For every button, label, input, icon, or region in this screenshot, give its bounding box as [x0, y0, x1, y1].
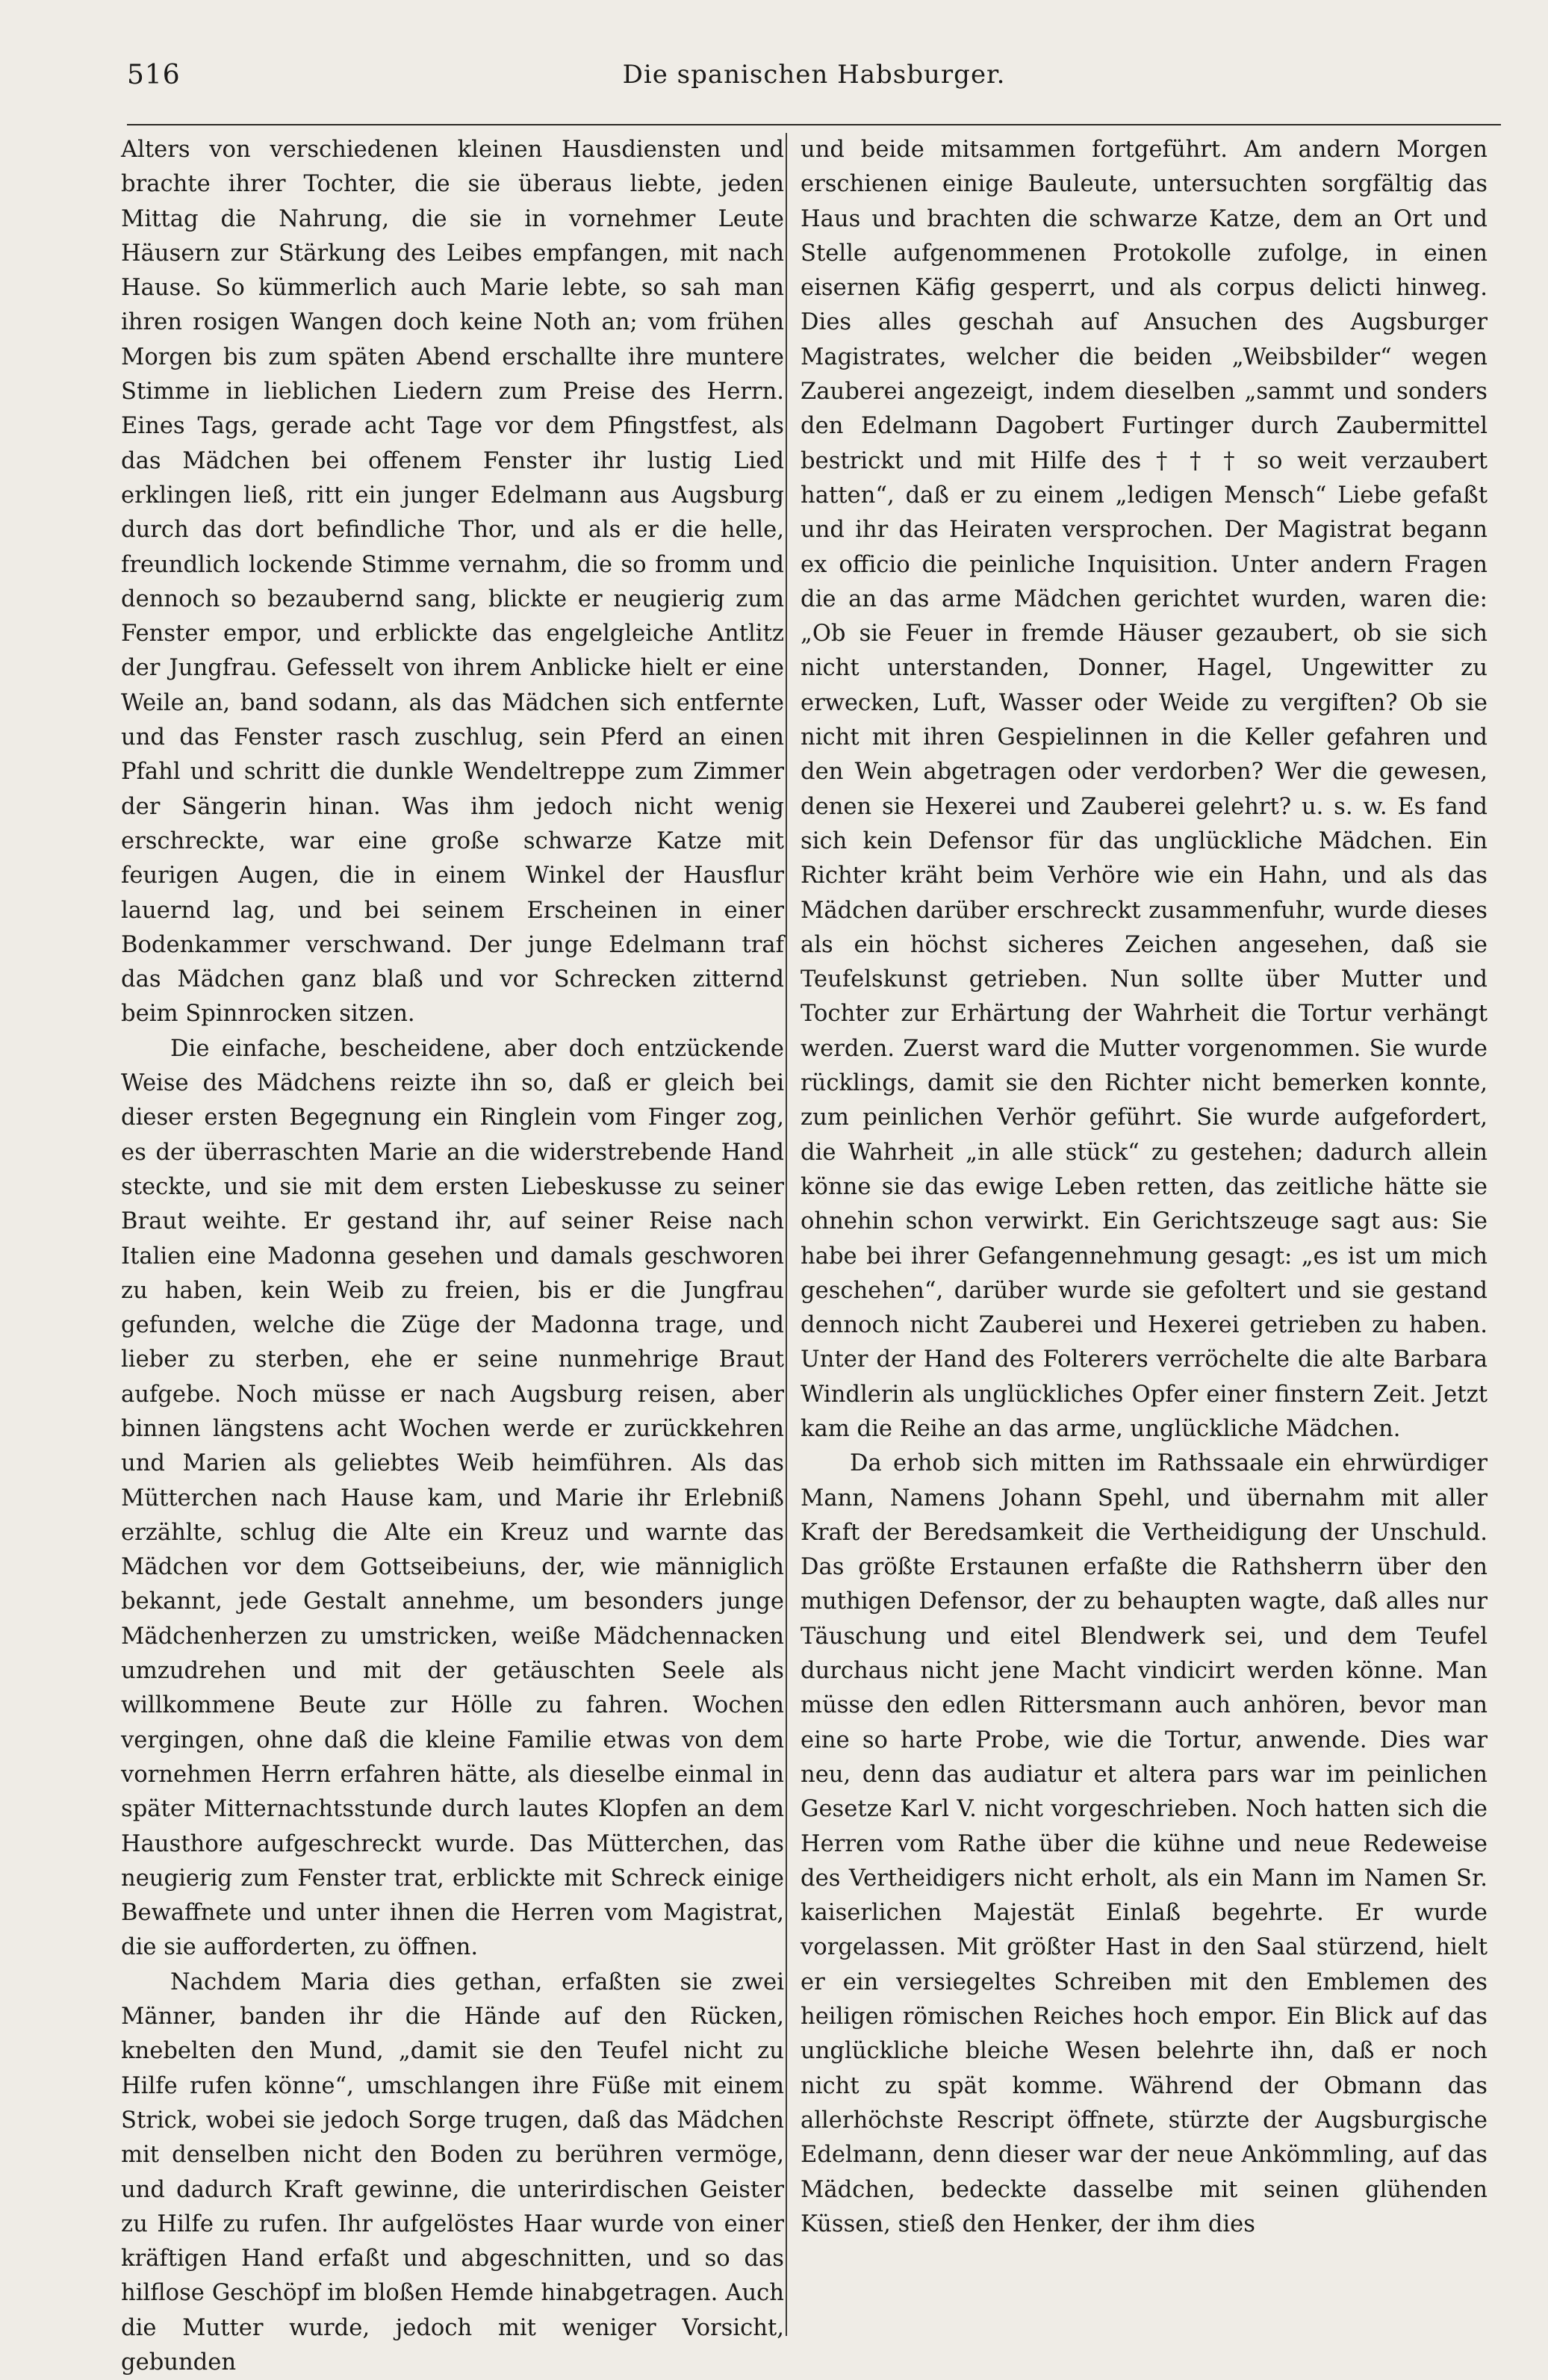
page-header	[127, 55, 1501, 100]
page-number: 516	[127, 60, 181, 90]
paragraph: Nachdem Maria dies gethan, erfaßten sie zwei Männer, banden ihr die Hände auf den Rücken, knebelten den Mund, „damit sie den Teufel nicht zu Hilfe rufen könne“, umschlangen ihre Füße mit einem Strick, wobei sie jedoch Sorge trugen, daß das Mädchen mit denselben nicht den Boden zu berühren vermöge, und dadurch Kraft gewinne, die unterirdischen Geister zu Hilfe zu rufen. Ihr aufgelöstes Haar wurde von einer kräftigen Hand erfaßt und abgeschnitten, und so das hilflose Geschöpf im bloßen Hemde hinabgetragen. Auch die Mutter wurde, jedoch mit weniger Vorsicht, gebunden	[121, 1969, 784, 2376]
right-column	[801, 133, 1488, 2299]
running-title: Die spanischen Habsburger.	[622, 60, 1006, 90]
column-divider	[786, 133, 787, 2336]
left-column	[121, 133, 784, 2376]
paragraph: Da erhob sich mitten im Rathssaale ein ehrwürdiger Mann, Namens Johann Spehl, und übernahm mit aller Kraft der Beredsamkeit die Vertheidigung der Unschuld. Das größte Erstaunen erfaßte die Rathsherrn über den muthigen Defensor, der zu behaupten wagte, daß alles nur Täuschung und eitel Blendwerk sei, und dem Teufel durchaus nicht jene Macht vindicirt werden könne. Man müsse den edlen Rittersmann auch anhören, bevor man eine so harte Probe, wie die Tortur, anwende. Dies war neu, denn das audiatur et altera pars war im peinlichen Gesetze Karl V. nicht vorgeschrieben. Noch hatten sich die Herren vom Rathe über die kühne und neue Redeweise des Vertheidigers nicht erholt, als ein Mann im Namen Sr. kaiserlichen Majestät Einlaß begehrte. Er wurde vorgelassen. Mit größter Hast in den Saal stürzend, hielt er ein versiegeltes Schreiben mit den Emblemen des heiligen römischen Reiches hoch empor. Ein Blick auf das unglückliche bleiche Wesen belehrte ihn, daß er noch nicht zu spät komme. Während der Obmann das allerhöchste Rescript öffnete, stürzte der Augsburgische Edelmann, denn dieser war der neue Ankömmling, auf das Mädchen, bedeckte dasselbe mit seinen glühenden Küssen, stieß den Henker, der ihm dies	[801, 1450, 1488, 2237]
header-rule	[127, 124, 1501, 125]
paragraph: Die einfache, bescheidene, aber doch entzückende Weise des Mädchens reizte ihn so, daß er gleich bei dieser ersten Begegnung ein Ringlein vom Finger zog, es der überraschten Marie an die widerstrebende Hand steckte, und sie mit dem ersten Liebeskusse zu seiner Braut weihte. Er gestand ihr, auf seiner Reise nach Italien eine Madonna gesehen und damals geschworen zu haben, kein Weib zu freien, bis er die Jungfrau gefunden, welche die Züge der Madonna trage, und lieber zu sterben, ehe er seine nunmehrige Braut aufgebe. Noch müsse er nach Augsburg reisen, aber binnen längstens acht Wochen werde er zurückkehren und Marien als geliebtes Weib heimführen. Als das Mütterchen nach Hause kam, und Marie ihr Erlebniß erzählte, schlug die Alte ein Kreuz und warnte das Mädchen vor dem Gottseibeiuns, der, wie männiglich bekannt, jede Gestalt annehme, um besonders junge Mädchenherzen zu umstricken, weiße Mädchennacken umzudrehen und mit der getäuschten Seele als willkommene Beute zur Hölle zu fahren. Wochen vergingen, ohne daß die kleine Familie etwas von dem vornehmen Herrn erfahren hätte, als dieselbe einmal in später Mitternachtsstunde durch lautes Klopfen an dem Hausthore aufgeschreckt wurde. Das Mütterchen, das neugierig zum Fenster trat, erblickte mit Schreck einige Bewaffnete und unter ihnen die Herren vom Magistrat, die sie aufforderten, zu öffnen.	[121, 1035, 784, 1961]
paragraph: Alters von verschiedenen kleinen Hausdiensten und brachte ihrer Tochter, die sie überaus liebte, jeden Mittag die Nahrung, die sie in vornehmer Leute Häusern zur Stärkung des Leibes empfangen, mit nach Hause. So kümmerlich auch Marie lebte, so sah man ihren rosigen Wangen doch keine Noth an; vom frühen Morgen bis zum späten Abend erschallte ihre muntere Stimme in lieblichen Liedern zum Preise des Herrn. Eines Tags, gerade acht Tage vor dem Pfingstfest, als das Mädchen bei offenem Fenster ihr lustig Lied erklingen ließ, ritt ein junger Edelmann aus Augsburg durch das dort befindliche Thor, und als er die helle, freundlich lockende Stimme vernahm, die so fromm und dennoch so bezaubernd sang, blickte er neugierig zum Fenster empor, und erblickte das engelgleiche Antlitz der Jungfrau. Gefesselt von ihrem Anblicke hielt er eine Weile an, band sodann, als das Mädchen sich entfernte und das Fenster rasch zuschlug, sein Pferd an einen Pfahl und schritt die dunkle Wendeltreppe zum Zimmer der Sängerin hinan. Was ihm jedoch nicht wenig erschreckte, war eine große schwarze Katze mit feurigen Augen, die in einem Winkel der Hausflur lauernd lag, und bei seinem Erscheinen in einer Bodenkammer verschwand. Der junge Edelmann traf das Mädchen ganz blaß und vor Schrecken zitternd beim Spinnrocken sitzen.	[121, 137, 784, 1028]
paragraph: und beide mitsammen fortgeführt. Am andern Morgen erschienen einige Bauleute, untersuchten sorgfältig das Haus und brachten die schwarze Katze, dem an Ort und Stelle aufgenommenen Protokolle zufolge, in einen eisernen Käfig gesperrt, und als corpus delicti hinweg. Dies alles geschah auf Ansuchen des Augsburger Magistrates, welcher die beiden „Weibsbilder“ wegen Zauberei angezeigt, indem dieselben „sammt und sonders den Edelmann Dagobert Furtinger durch Zaubermittel bestrickt und mit Hilfe des † † † so weit verzaubert hatten“, daß er zu einem „ledigen Mensch“ Liebe gefaßt und ihr das Heiraten versprochen. Der Magistrat begann ex officio die peinliche Inquisition. Unter andern Fragen die an das arme Mädchen gerichtet wurden, waren die: „Ob sie Feuer in fremde Häuser gezaubert, ob sie sich nicht unterstanden, Donner, Hagel, Ungewitter zu erwecken, Luft, Wasser oder Weide zu vergiften? Ob sie nicht mit ihren Gespielinnen in die Keller gefahren und den Wein abgetragen oder verdorben? Wer die gewesen, denen sie Hexerei und Zauberei gelehrt? u. s. w. Es fand sich kein Defensor für das unglückliche Mädchen. Ein Richter kräht beim Verhöre wie ein Hahn, und als das Mädchen darüber erschreckt zusammenfuhr, wurde dieses als ein höchst sicheres Zeichen angesehen, daß sie Teufelskunst getrieben. Nun sollte über Mutter und Tochter zur Erhärtung der Wahrheit die Tortur verhängt werden. Zuerst ward die Mutter vorgenommen. Sie wurde rücklings, damit sie den Richter nicht bemerken konnte, zum peinlichen Verhör geführt. Sie wurde aufgefordert, die Wahrheit „in alle stück“ zu gestehen; dadurch allein könne sie das ewige Leben retten, das zeitliche hätte sie ohnehin schon verwirkt. Ein Gerichtszeuge sagt aus: Sie habe bei ihrer Gefangennehmung gesagt: „es ist um mich geschehen“, darüber wurde sie gefoltert und sie gestand dennoch nicht Zauberei und Hexerei getrieben zu haben. Unter der Hand des Folterers verröchelte die alte Barbara Windlerin als unglückliches Opfer einer finstern Zeit. Jetzt kam die Reihe an das arme, unglückliche Mädchen.	[801, 137, 1488, 1442]
